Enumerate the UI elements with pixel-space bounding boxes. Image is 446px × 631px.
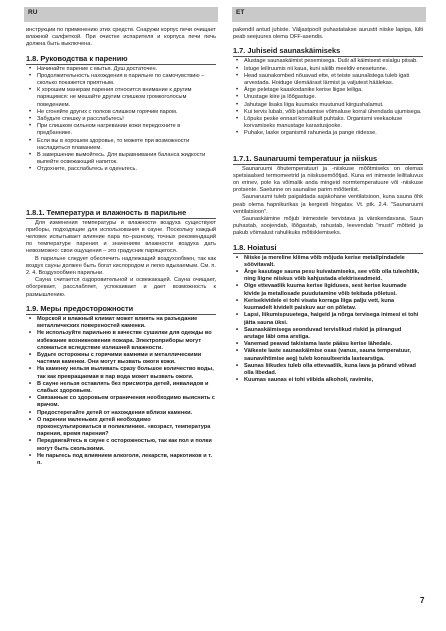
list-item: • В сауне нельзя оставлять без присмотра детей, инвалидов и слабых здоровьем.	[37, 381, 216, 395]
section-title-1-9: 1.9. Меры предосторожности	[26, 304, 216, 315]
list-item: • Saunas liikudes tuleb olla ettevaatlik, kuna lava ja põrand võivad olla libedad.	[244, 363, 423, 377]
page-number: 7	[420, 596, 425, 605]
list-item: • Ärge peletage kaaskodanike kerise liigse leiliga.	[244, 87, 423, 94]
list-item: • Istuge leiliruumis nii kaua, kuni säilib meeldiv enesetunne.	[244, 66, 423, 73]
sauna-guidelines-list	[233, 58, 423, 137]
list-item: • Связанные со здоровьем ограничения необходимо выяснить с врачом.	[37, 395, 216, 409]
language-header-ru	[24, 7, 218, 22]
list-item: • Vanemad peavad takistama laste pääsu kerise lähedale.	[244, 341, 423, 348]
ventilation-paragraph: В парильне следует обеспечить надлежащий воздухообмен, так как воздух сауны должен быть богат кислородом и легко вдыхаемым. См. п. 2. 4. Воздухообмен парильни.	[26, 255, 216, 277]
warnings-list	[233, 255, 423, 385]
list-item: • О парении маленьких детей необходимо проконсультироваться в поликлинике. «возраст, температура парения, время парения?	[37, 417, 216, 439]
list-item: • Kui tervis lubab, võib jahutamise võimaluse korral ühendada ujumisega.	[244, 109, 423, 116]
list-item: • Забудьте спешку и расслабьтесь!	[37, 116, 216, 123]
list-item: • Если вы в хорошем здоровье, то можете при возможности насладиться плаванием.	[37, 138, 216, 152]
list-item: • Не используйте парильню в качестве сушилки для одежды во избежание возникновения пожара. Электроприборы могут сломаться вследствие излишней влажности.	[37, 330, 216, 352]
list-item: • Saunaskäimisega seonduvad tervislikud riskid ja piirangud arutage läbi oma arstiga.	[244, 327, 423, 341]
list-item: • Не сгоняйте других с полков слишком горячим паром.	[37, 109, 216, 116]
list-item: • Передвигайтесь в сауне с осторожностью, так как пол и полки могут быть скользкими.	[37, 438, 216, 452]
temperature-paragraph: Для изменения температуры и влажности воздуха существуют приборы, подходящие для использования в сауне. Поскольку каждый человек испытывает влияние пара по–разному, точных рекомендаций по температуре парения и значениям влажности воздуха дать невозможно: свои ощущения – это градусник парящегося.	[26, 219, 216, 255]
health-paragraph: Saunaskäimine mõjub inimestele tervistava ja värskendavana. Saun puhastab, soojendab, lõõgastab, rahustab, leevendab "musti" mõtteid ja pakub võimalust rahulikuks mõtisklemiseks.	[233, 216, 423, 237]
section-title-1-8: 1.8. Hoiatusi	[233, 243, 423, 254]
list-item: • Jahutage lisaks liiga kuumaks muutunud kiirgushalamut.	[244, 102, 423, 109]
list-item: • Head saunakombed nõuavad ette, et teiste saunalistega tuleb igati arvestada. Hoiduge ülemäärast lärmist ja valjutest häälekas.	[244, 73, 423, 87]
intro-paragraph: pakendil antud juhiste. Väljastpoolt puhastatakse aurustit niiske lapiga, lülti peab seejuures olema OFF-asendis.	[233, 27, 423, 41]
language-header-et	[232, 7, 426, 22]
list-item: • Морской и влажный климат может влиять на разъедание металлических поверхностей каменки.	[37, 316, 216, 330]
list-item: • Предостерегайте детей от нахождения вблизи каменки.	[37, 410, 216, 417]
list-item: • Olge ettevaatlik kuuma kerise ligiduses, sest kerise kuumade kivide ja metallosade puudutamine võib tekitada põletusi.	[244, 283, 423, 297]
russian-column	[26, 27, 216, 467]
list-item: • В завершение вымойтесь. Для выравнивания баланса жидкости выпейте освежающий напиток.	[37, 152, 216, 166]
section-title-1-7-1: 1.7.1. Saunaruumi temperatuur ja niiskus	[233, 154, 423, 165]
list-item: • Niiske ja mereline kliima võib mõjuda kerise metallpindadele söövitavalt.	[244, 255, 423, 269]
list-item: • Ärge kasutage sauna pesu kuivatamiseks, see võib olla tuleohtlik, ning liigne niiskus võib kahjustada elektriseadmeid.	[244, 269, 423, 283]
language-code: ET	[236, 9, 245, 16]
health-paragraph: Сауна считается оздоровительной и освежающей. Сауна очищает, обогревает, расслабляет, успокаивает и дает возможность к размышлению.	[26, 277, 216, 298]
list-item: • Начинайте парение с мытья. Душ достаточен.	[37, 66, 216, 73]
list-item: • К хорошим манерам парения относится внимание к другим парящимся: не мешайте другим слишком громкоголосым поведением.	[37, 87, 216, 109]
list-item: • Kuumas saunas ei tohi viibida alkoholi, ravimite,	[244, 377, 423, 384]
list-item: • Lapsi, liikumispuuetega, haigeid ja nõrga tervisega inimesi ei tohi jätta sauna üksi.	[244, 312, 423, 326]
list-item: • Продолжительность нахождения в парильне по самочувствию – сколько покажется приятным.	[37, 73, 216, 87]
list-item: • Väikeste laste saunaskäimise osas (vanus, sauna temperatuur, saunavihtimise aeg) tuleb konsulteerida lastearstiga.	[244, 348, 423, 362]
warnings-list	[26, 316, 216, 467]
temperature-paragraph: Saunaruumi õhutemperatuuri ja -niiskuse mõõtmiseks on olemas spetsiaalsed termomeetrid ja niiskusemõõtjad. Kuna eri inimeste leilitaluvus on erinev, pole ka võimalik anda mingeid normtemperatuure või -niiskuse protsente. Saetunne on saunalise parim mõõteriist.	[233, 165, 423, 194]
list-item: • Будьте осторожны с горячими камнями и металлическими частями каменки. Они могут вызвать ожоги кожи.	[37, 352, 216, 366]
language-code: RU	[28, 9, 38, 16]
list-item: • Unustage kiire ja lõõgastuge.	[244, 94, 423, 101]
list-item: • Lõpuks peske ennast korralikult puhtaks. Organismi veekaotuse korvamiseks manustage karastusjooke.	[244, 116, 423, 130]
list-item: • Не парьтесь под влиянием алкоголя, лекарств, наркотиков и т. п.	[37, 453, 216, 467]
list-item: • Отдохните, расслабьтесь и оденьтесь.	[37, 166, 216, 173]
ventilation-paragraph: Saunaruumi tuleb paigaldada asjakohane ventilatsioon, kuna sauna õhk peab olema hapnikurikas ja kergesti hingatav. Vt. ptk. 2.4. "Saunaruumi ventilatsioon".	[233, 194, 423, 215]
sauna-guidelines-list	[26, 66, 216, 174]
list-item: • Alustage saunaskäimist pesemisega. Duši all käimisest esialgu piisab.	[244, 58, 423, 65]
list-item: • При слишком сильном нагревании кожи передохните в предбаннике.	[37, 123, 216, 137]
section-title-1-7: 1.7. Juhiseid saunaskäimiseks	[233, 46, 423, 57]
section-title-1-8: 1.8. Руководства к парению	[26, 54, 216, 65]
list-item: • Kerisekividele ei tohi visata korraga liiga palju vett, kuna kuumadelt kividelt paiskuv aur on põletav.	[244, 298, 423, 312]
list-item: • Puhake, laske organismil rahuneda ja pange riidesse.	[244, 130, 423, 137]
section-title-1-8-1: 1.8.1. Температура и влажность в парильне	[26, 208, 216, 219]
list-item: • На каменку нельзя выливать сразу большое количество воды, так как превращаемая в пар вода может вызвать ожоги.	[37, 366, 216, 380]
intro-paragraph: инструкции по применению этих средств. Снаружи корпус печи очищает влажной салфеткой. При очистке испарителя и корпуса печи печь должна быть выключена.	[26, 27, 216, 48]
estonian-column	[233, 27, 423, 384]
